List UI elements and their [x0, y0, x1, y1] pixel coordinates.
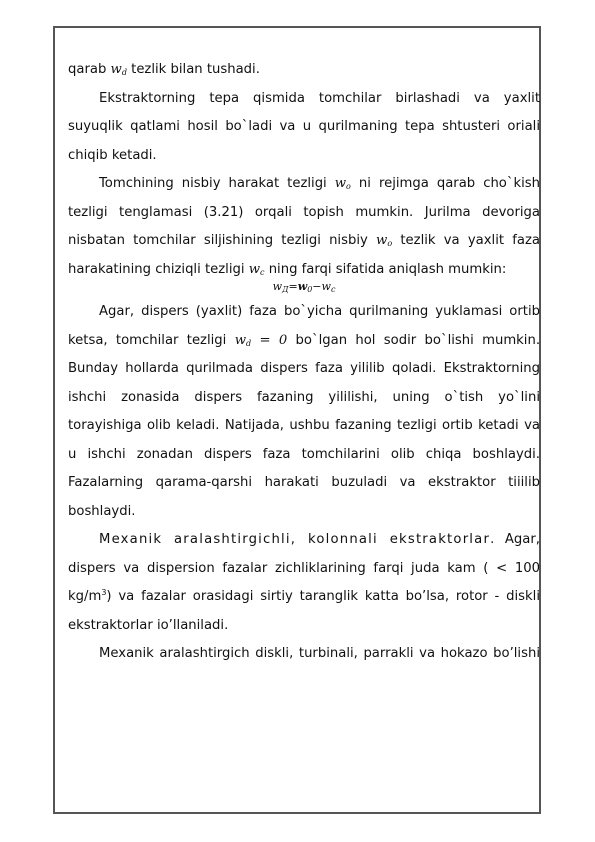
- velocity-symbol: $w_o$: [376, 233, 393, 248]
- velocity-formula: $w_Д=w_0-w_c$: [272, 280, 336, 294]
- paragraph-1: [68, 56, 540, 85]
- section-heading: Mexanik aralashtirgichli, kolonnali ekstraktorlar: [99, 532, 491, 547]
- text-span: tezlik bilan tushadi.: [126, 62, 260, 77]
- paragraph-3: Tomchining nisbiy harakat tezligi $w_o$ ni rejimga qarab cho`kish tezligi tenglamasi (3.21) orqali topish mumkin. Jurilma devoriga nisbatan tomchilar siljishining tezligi nisbiy $w_o$ tezlik va yaxlit faza harakatining chiziqli tezligi $w_c$ ning farqi sifatida aniqlash mumkin:: [68, 176, 540, 277]
- velocity-symbol: $w_o$: [334, 176, 351, 191]
- document-body: [68, 56, 540, 669]
- velocity-symbol: $w_c$: [248, 261, 265, 277]
- velocity-symbol: $w_d$: [110, 62, 127, 77]
- text-span: qarab: [68, 62, 111, 77]
- paragraph-6: Mexanik aralashtirgich diskli, turbinali, parrakli va hokazo bo’lishi: [99, 646, 540, 661]
- paragraph-4: Agar, dispers (yaxlit) faza bo`yicha qurilmaning yuklamasi ortib ketsa, tomchilar tezligi $w_d = 0$ bo`lgan hol sodir bo`lishi mumkin. Bunday hollarda qurilmada dispers faza yililib qoladi. Ekstraktorning ishchi zonasida dispers fazaning yililishi, uning o`tish yo`lini torayishiga olib keladi. Natijada, ushbu fazaning tezligi ortib ketadi va u ishchi zonadan dispers faza tomchilarini olib chiqa boshlaydi. Fazalarning qarama-qarshi harakati buzuladi va ekstraktor tiiilib boshlaydi.: [68, 304, 541, 519]
- paragraph-2: Ekstraktorning tepa qismida tomchilar birlashadi va yaxlit suyuqlik qatlami hosil bo`ladi va u qurilmaning tepa shtusteri oriali chiqib ketadi.: [68, 90, 540, 163]
- paragraph-5: Mexanik aralashtirgichli, kolonnali ekstraktorlar. Agar, dispers va dispersion fazalar zichliklarining farqi juda kam ( < 100 $kg/m^3$) va fazalar orasidagi sirtiy taranglik katta bo’lsa, rotor - diskli ekstraktorlar io’llaniladi.: [68, 532, 540, 633]
- velocity-symbol: $w_d = 0$: [234, 332, 288, 348]
